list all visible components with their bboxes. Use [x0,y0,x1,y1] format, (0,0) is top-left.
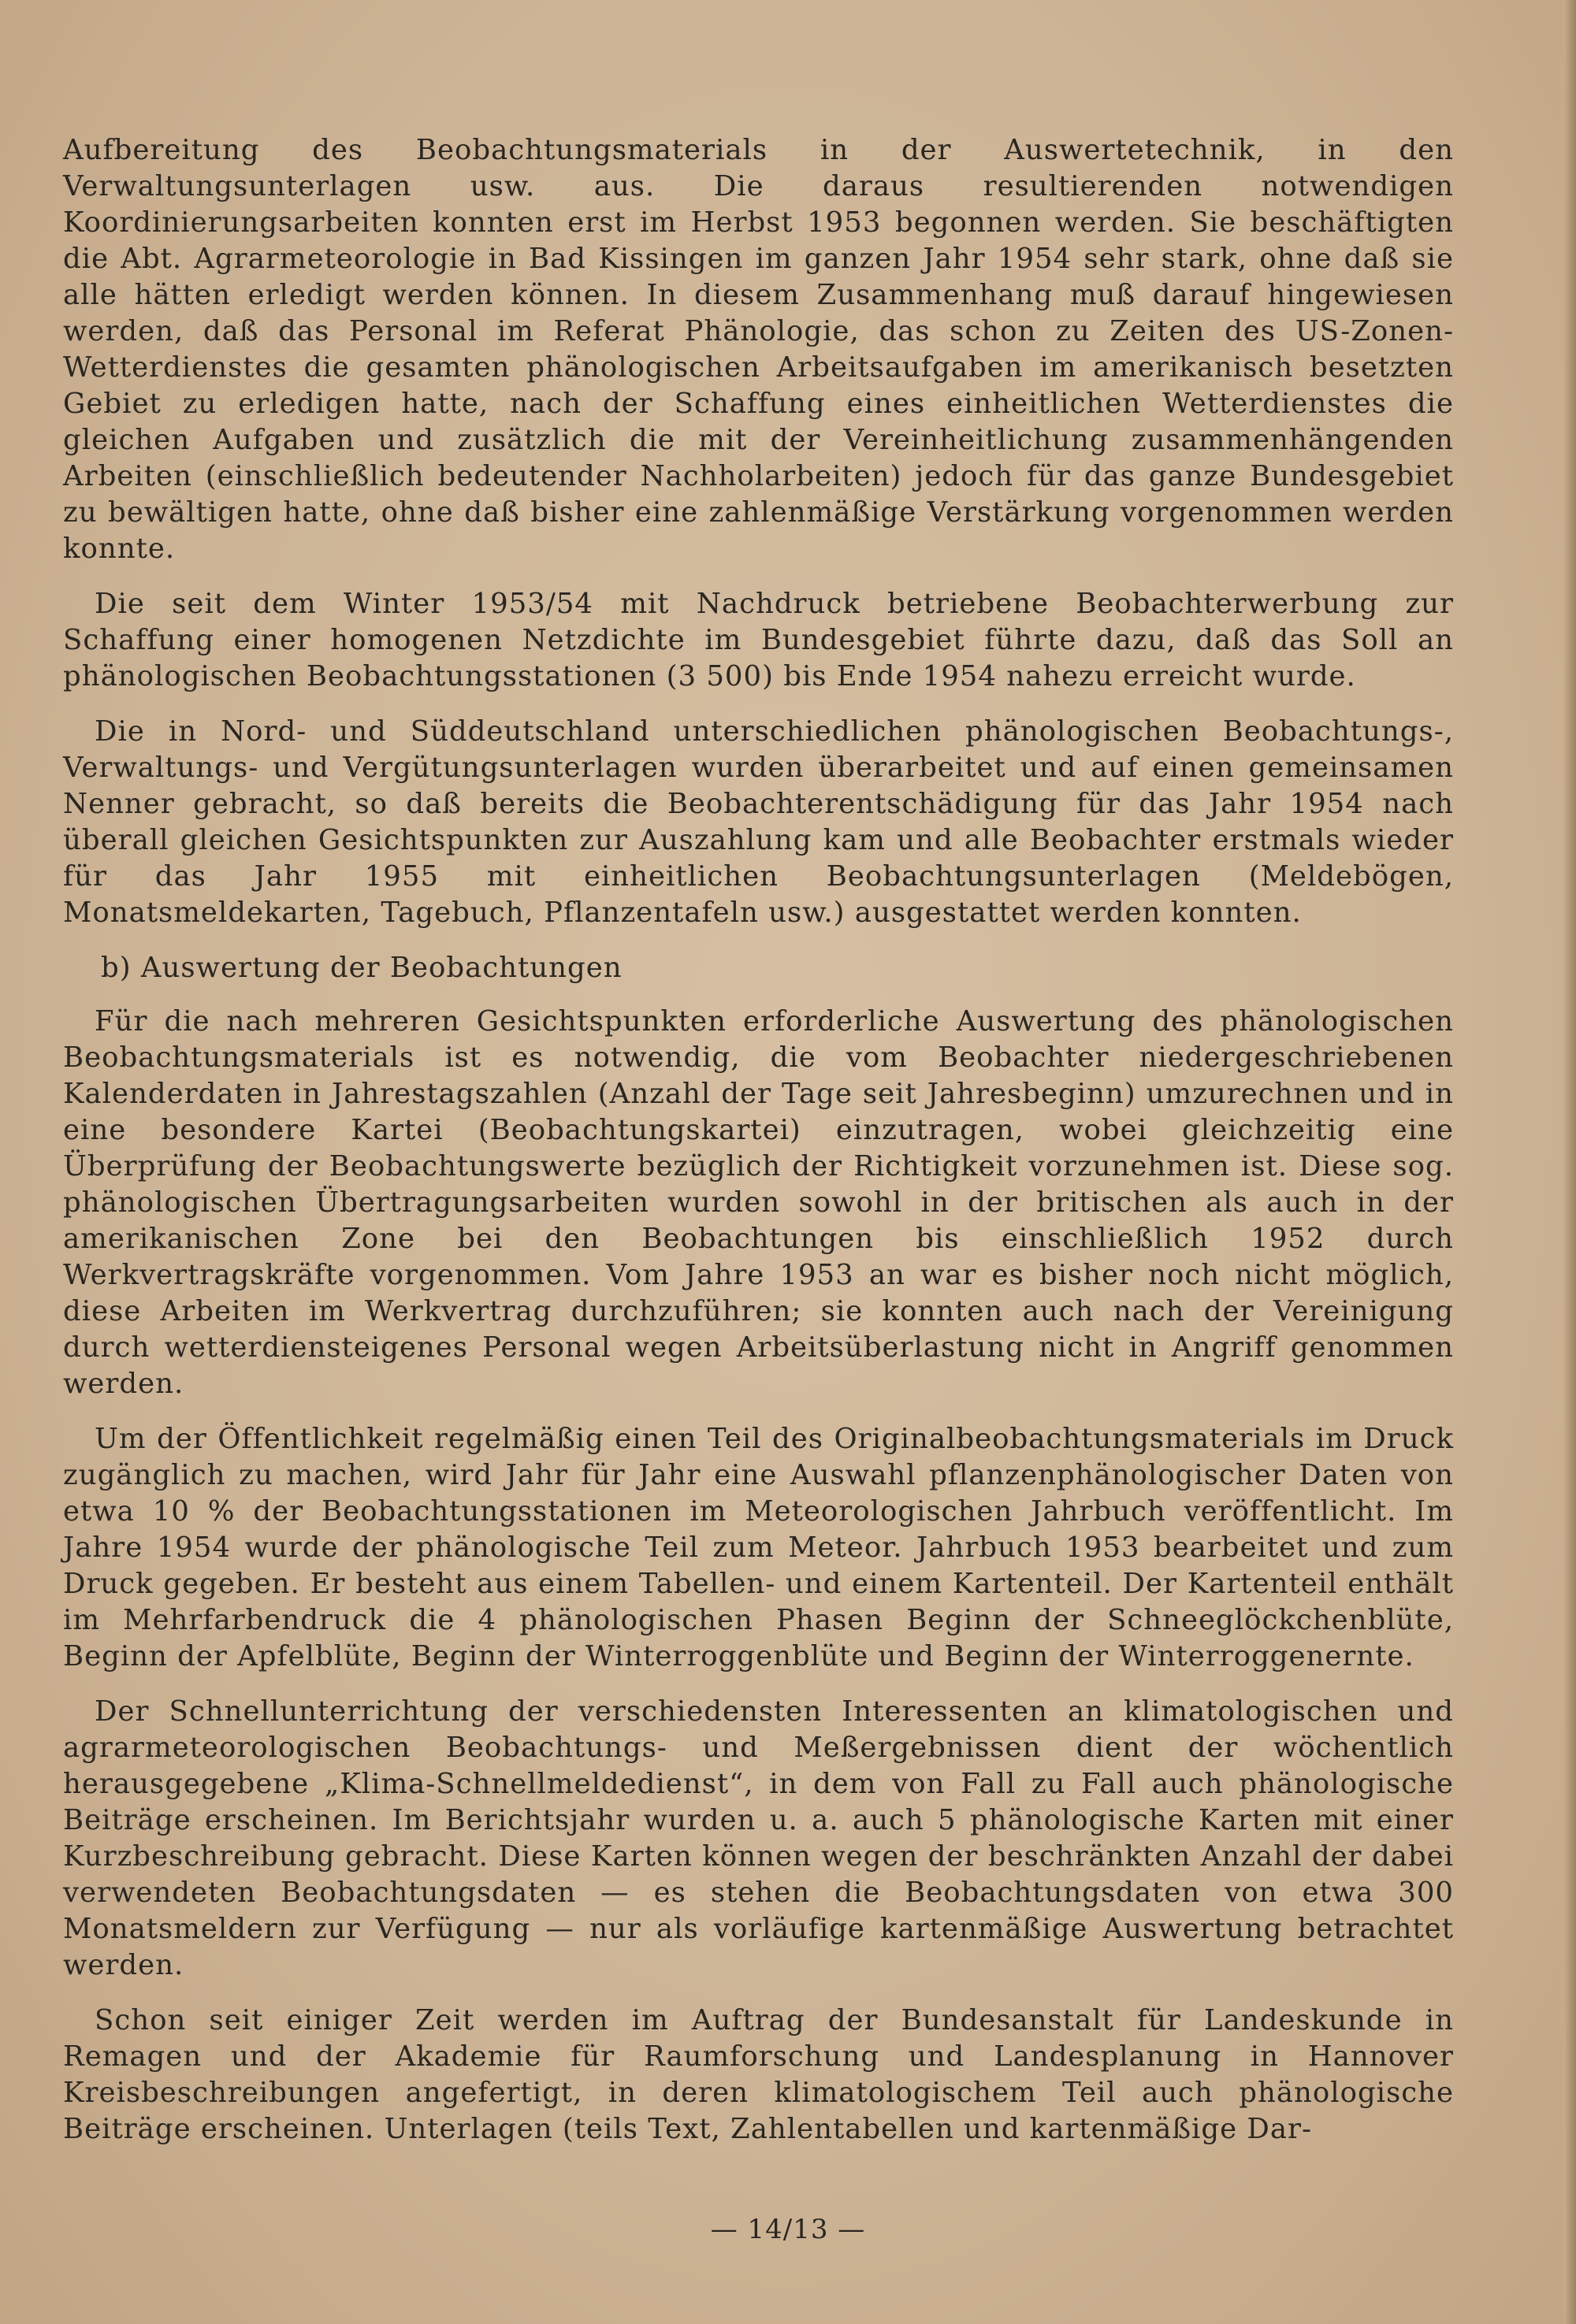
page-number: — 14/13 — [710,2214,866,2245]
paragraph-continuation: Aufbereitung des Beobachtungsmaterials in der Auswertetechnik, in den Verwaltungsunterlagen usw. aus. Die daraus resultierenden notwendigen Koordinierungsarbeiten konnten erst im Herbst 1953 begonnen werden. Sie beschäftigten die Abt. Agrarmeteorologie in Bad Kissingen im ganzen Jahr 1954 sehr stark, ohne daß sie alle hätten erledigt werden können. In diesem Zusammenhang muß darauf hingewiesen werden, daß das Personal im Referat Phänologie, das schon zu Zeiten des US-Zonen-Wetterdienstes die gesamten phänologischen Arbeitsaufgaben im amerikanisch besetzten Gebiet zu erledigen hatte, nach der Schaffung eines einheitlichen Wetterdienstes die gleichen Aufgaben und zusätzlich die mit der Vereinheitlichung zusammenhängenden Arbeiten (einschließlich bedeutender Nachholarbeiten) jedoch für das ganze Bundesgebiet zu bewältigen hatte, ohne daß bisher eine zahlenmäßige Verstärkung vorgenommen werden konnte. [63,134,1454,565]
page-edge [1563,0,1576,2324]
paragraph-documents-harmonization: Die in Nord- und Süddeutschland unterschiedlichen phänologischen Beobachtungs-, Verwaltungs- und Vergütungsunterlagen wurden überarbeitet und auf einen gemeinsamen Nenner gebracht, so daß bereits die Beobachterentschädigung für das Jahr 1954 nach überall gleichen Gesichtspunkten zur Auszahlung kam und alle Beobachter erstmals wieder für das Jahr 1955 mit einheitlichen Beobachtungsunterlagen (Meldebögen, Monatsmeldekarten, Tagebuch, Pflanzentafeln usw.) ausgestattet werden konnten. [63,715,1454,929]
paragraph-evaluation: Für die nach mehreren Gesichtspunkten erforderliche Auswertung des phänologischen Beobachtungsmaterials ist es notwendig, die vom Beobachter niedergeschriebenen Kalenderdaten in Jahrestagszahlen (Anzahl der Tage seit Jahresbeginn) umzurechnen und in eine besondere Kartei (Beobachtungskartei) einzutragen, wobei gleichzeitig eine Überprüfung der Beobachtungswerte bezüglich der Richtigkeit vorzunehmen ist. Diese sog. phänologischen Übertragungsarbeiten wurden sowohl in der britischen als auch in der amerikanischen Zone bei den Beobachtungen bis einschließlich 1952 durch Werkvertragskräfte vorgenommen. Vom Jahre 1953 an war es bisher noch nicht möglich, diese Arbeiten im Werkvertrag durchzuführen; sie konnten auch nach der Vereinigung durch wetterdiensteigenes Personal wegen Arbeitsüberlastung nicht in Angriff genommen werden. [63,1005,1454,1400]
paragraph-yearbook: Um der Öffentlichkeit regelmäßig einen Teil des Originalbeobachtungsmaterials im Druck zugänglich zu machen, wird Jahr für Jahr eine Auswahl pflanzenphänologischer Daten von etwa 10 % der Beobachtungsstationen im Meteorologischen Jahrbuch veröffentlicht. Im Jahre 1954 wurde der phänologische Teil zum Meteor. Jahrbuch 1953 bearbeitet und zum Druck gegeben. Er besteht aus einem Tabellen- und einem Kartenteil. Der Kartenteil enthält im Mehrfarbendruck die 4 phänologischen Phasen Beginn der Schneeglöckchenblüte, Beginn der Apfelblüte, Beginn der Winterroggenblüte und Beginn der Winterroggenernte. [63,1423,1454,1672]
paragraph-district-descriptions: Schon seit einiger Zeit werden im Auftrag der Bundesanstalt für Landeskunde in Remagen und der Akademie für Raumforschung und Landesplanung in Hannover Kreisbeschreibungen angefertigt, in deren klimatologischem Teil auch phänologische Beiträge erscheinen. Unterlagen (teils Text, Zahlentabellen und kartenmäßige Dar- [63,2004,1454,2145]
section-heading: b) Auswertung der Beobachtungen [101,952,623,984]
paragraph-quick-report: Der Schnellunterrichtung der verschiedensten Interessenten an klimatologischen und agrarmeteorologischen Beobachtungs- und Meßergebnissen dient der wöchentlich herausgegebene „Klima-Schnellmeldedienst“, in dem von Fall zu Fall auch phänologische Beiträge erscheinen. Im Berichtsjahr wurden u. a. auch 5 phänologische Karten mit einer Kurzbeschreibung gebracht. Diese Karten können wegen der beschränkten Anzahl der dabei verwendeten Beobachtungsdaten — es stehen die Beobachtungsdaten von etwa 300 Monatsmeldern zur Verfügung — nur als vorläufige kartenmäßige Auswertung betrachtet werden. [63,1695,1454,1981]
paragraph-observer-recruitment: Die seit dem Winter 1953/54 mit Nachdruck betriebene Beobachterwerbung zur Schaffung einer homogenen Netzdichte im Bundesgebiet führte dazu, daß das Soll an phänologischen Beobachtungsstationen (3 500) bis Ende 1954 nahezu erreicht wurde. [63,588,1454,692]
body-text [63,132,1454,2166]
